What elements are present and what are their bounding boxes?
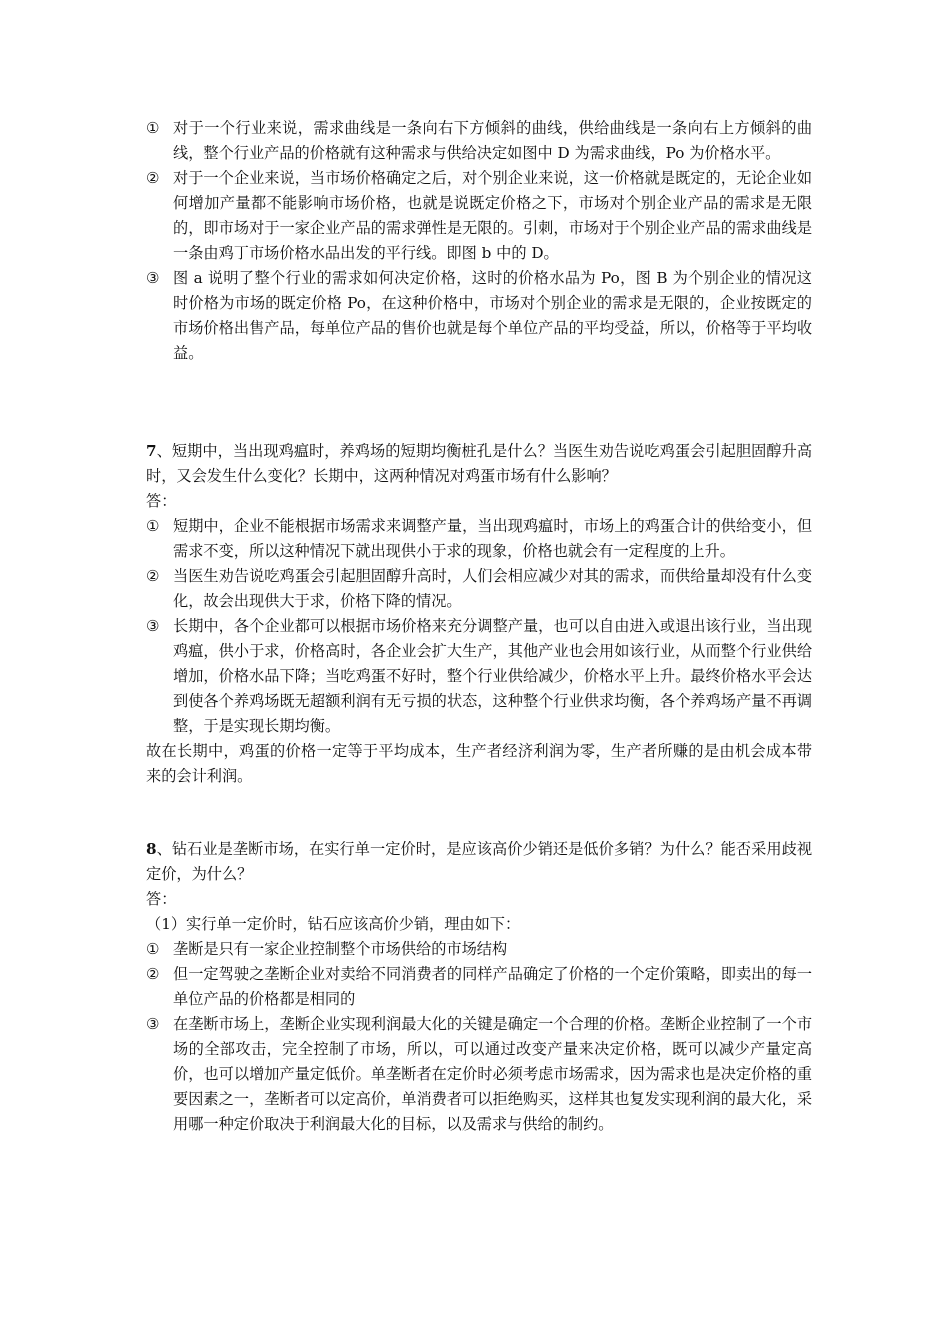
question-number: 7	[146, 442, 157, 460]
list-item	[146, 564, 812, 614]
list-item	[146, 962, 812, 1012]
list-marker: ②	[146, 965, 160, 983]
section-spacer	[146, 366, 812, 439]
conclusion-text: 故在长期中，鸡蛋的价格一定等于平均成本，生产者经济利润为零，生产者所赚的是由机会成本带来的会计利润。	[146, 742, 812, 785]
list-item	[146, 614, 812, 739]
list-marker: ③	[146, 617, 160, 635]
question-7	[146, 439, 812, 789]
list-item-text: 但一定驾驶之垄断企业对卖给不同消费者的同样产品确定了价格的一个定价策略，即卖出的每一单位产品的价格都是相同的	[173, 965, 812, 1008]
list-item-text: 对于一个行业来说，需求曲线是一条向右下方倾斜的曲线，供给曲线是一条向右上方倾斜的曲线，整个行业产品的价格就有这种需求与供给决定如图中 D 为需求曲线，Po 为价格水平。	[173, 119, 812, 162]
question-text	[146, 837, 812, 887]
list-item-text: 图 a 说明了整个行业的需求如何决定价格，这时的价格水品为 Po，图 B 为个别企业的情况这时价格为市场的既定价格 Po，在这种价格中，市场对个别企业的需求是无限的，企业按既定的市场价格出售产品，每单位产品的售价也就是每个单位产品的平均受益，所以，价格等于平均收益。	[173, 269, 812, 362]
answer-intro: （1）实行单一定价时，钻石应该高价少销，理由如下：	[146, 915, 521, 933]
list-marker: ①	[146, 940, 160, 958]
answer-label: 答：	[146, 890, 177, 908]
list-item-text: 在垄断市场上，垄断企业实现利润最大化的关键是确定一个合理的价格。垄断企业控制了一个市场的全部攻击，完全控制了市场，所以，可以通过改变产量来决定价格，既可以减少产量定高价，也可以增加产量定低价。单垄断者在定价时必须考虑市场需求，因为需求也是决定价格的重要因素之一，垄断者可以定高价，单消费者可以拒绝购买，这样其也复发实现利润的最大化，采用哪一种定价取决于利润最大化的目标，以及需求与供给的制约。	[173, 1015, 812, 1133]
list-item-text: 短期中，企业不能根据市场需求来调整产量，当出现鸡瘟时，市场上的鸡蛋合计的供给变小，但需求不变，所以这种情况下就出现供小于求的现象，价格也就会有一定程度的上升。	[173, 517, 812, 560]
list-marker: ①	[146, 119, 160, 137]
question-body: 、钻石业是垄断市场，在实行单一定价时，是应该高价少销还是低价多销？为什么？能否采用歧视定价，为什么？	[146, 840, 812, 883]
list-marker: ②	[146, 169, 160, 187]
list-item-text: 当医生劝告说吃鸡蛋会引起胆固醇升高时，人们会相应减少对其的需求，而供给量却没有什么变化，故会出现供大于求，价格下降的情况。	[173, 567, 812, 610]
list-item	[146, 514, 812, 564]
prev-answer-list	[146, 116, 812, 366]
list-item	[146, 166, 812, 266]
question-number: 8	[146, 840, 157, 858]
list-item	[146, 266, 812, 366]
list-marker: ②	[146, 567, 160, 585]
list-item	[146, 937, 812, 962]
question-8	[146, 837, 812, 1137]
list-item	[146, 1012, 812, 1137]
document-body	[146, 116, 812, 1137]
section-spacer	[146, 789, 812, 837]
list-item-text: 长期中，各个企业都可以根据市场价格来充分调整产量，也可以自由进入或退出该行业，当出现鸡瘟，供小于求，价格高时，各企业会扩大生产，其他产业也会用如该行业，从而整个行业供给增加，价格水品下降；当吃鸡蛋不好时，整个行业供给减少，价格水平上升。最终价格水平会达到使各个养鸡场既无超额利润有无亏损的状态，这种整个行业供求均衡，各个养鸡场产量不再调整，于是实现长期均衡。	[173, 617, 812, 735]
question-body: 、短期中，当出现鸡瘟时，养鸡场的短期均衡桩孔是什么？当医生劝告说吃鸡蛋会引起胆固醇升高时，又会发生什么变化？长期中，这两种情况对鸡蛋市场有什么影响？	[146, 442, 812, 485]
list-item-text: 垄断是只有一家企业控制整个市场供给的市场结构	[173, 940, 508, 958]
list-item-text: 对于一个企业来说，当市场价格确定之后，对个别企业来说，这一价格就是既定的，无论企业如何增加产量都不能影响市场价格，也就是说既定价格之下，市场对个别企业产品的需求是无限的，即市场对于一家企业产品的需求弹性是无限的。引刺，市场对于个别企业产品的需求曲线是一条由鸡丁市场价格水品出发的平行线。即图 b 中的 D。	[173, 169, 812, 262]
question-text	[146, 439, 812, 489]
list-marker: ①	[146, 517, 160, 535]
list-item	[146, 116, 812, 166]
list-marker: ③	[146, 1015, 160, 1033]
list-marker: ③	[146, 269, 160, 287]
answer-label: 答：	[146, 492, 177, 510]
